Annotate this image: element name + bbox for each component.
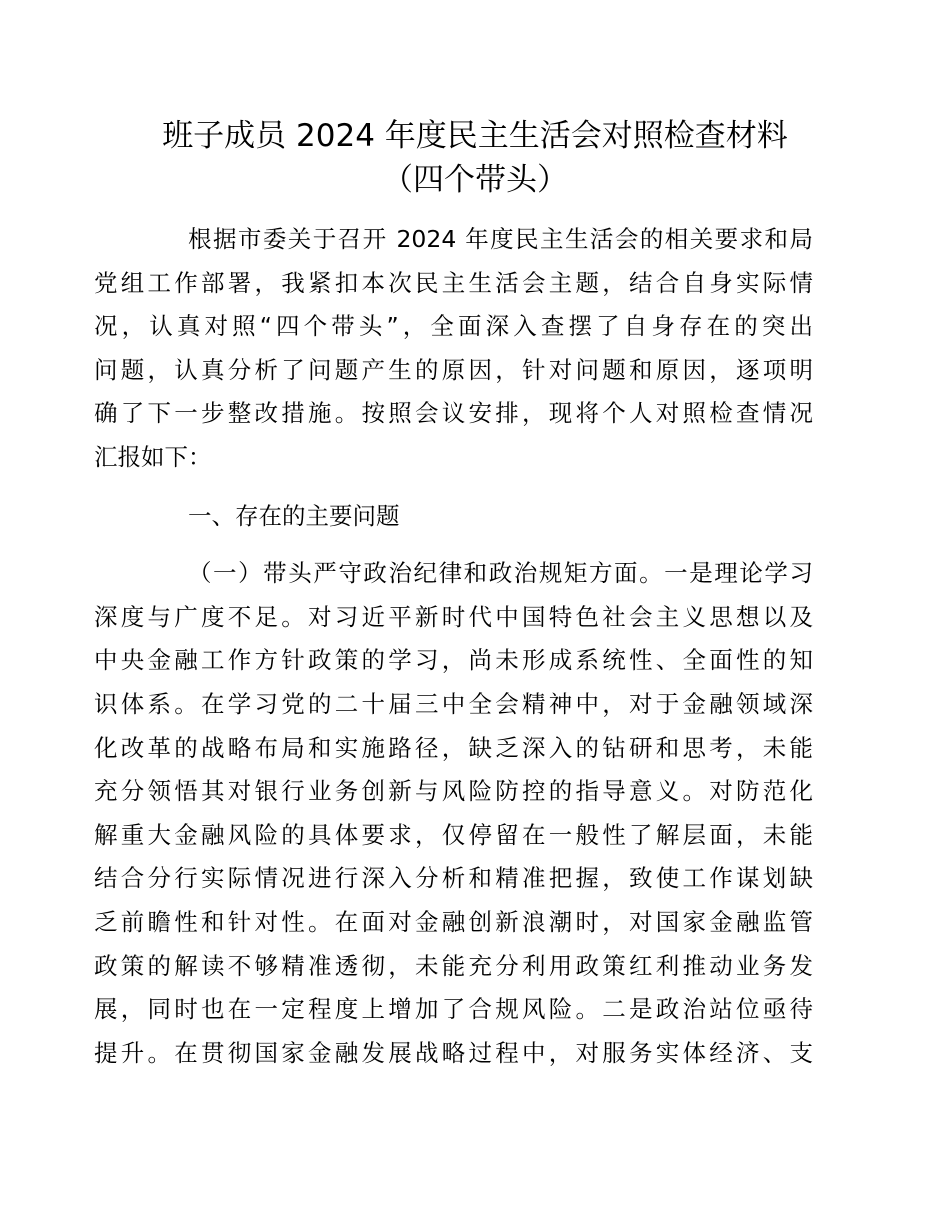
text-line: 充分领悟其对银行业务创新与风险防控的指导意义。对防范化 <box>94 777 813 806</box>
text-line: 汇报如下： <box>94 442 212 471</box>
text-line: 党组工作部署，我紧扣本次民主生活会主题，结合自身实际情 <box>94 268 813 297</box>
text-line: 况，认真对照“四个带头”，全面深入查摆了自身存在的突出 <box>94 312 813 341</box>
section-heading: 一、存在的主要问题 <box>188 501 400 530</box>
text-line: 问题，认真分析了问题产生的原因，针对问题和原因，逐项明 <box>94 355 813 384</box>
document-body <box>94 218 813 1075</box>
text-line: 识体系。在学习党的二十届三中全会精神中，对于金融领域深 <box>94 689 813 718</box>
subsection-paragraph <box>94 552 813 1075</box>
text-line: 确了下一步整改措施。按照会议安排，现将个人对照检查情况 <box>94 399 813 428</box>
text-line: （一）带头严守政治纪律和政治规矩方面。一是理论学习 <box>188 559 813 588</box>
text-line: 政策的解读不够精准透彻，未能充分利用政策红利推动业务发 <box>94 951 813 980</box>
text-line: 中央金融工作方针政策的学习，尚未形成系统性、全面性的知 <box>94 646 813 675</box>
document-subtitle: （四个带头） <box>382 162 568 198</box>
text-line: 解重大金融风险的具体要求，仅停留在一般性了解层面，未能 <box>94 820 813 849</box>
document-title: 班子成员 2024 年度民主生活会对照检查材料 <box>162 118 788 154</box>
text-line: 结合分行实际情况进行深入分析和精准把握，致使工作谋划缺 <box>94 864 813 893</box>
text-line: 乏前瞻性和针对性。在面对金融创新浪潮时，对国家金融监管 <box>94 907 813 936</box>
text-line: 深度与广度不足。对习近平新时代中国特色社会主义思想以及 <box>94 602 813 631</box>
text-line: 提升。在贯彻国家金融发展战略过程中，对服务实体经济、支 <box>94 1038 813 1067</box>
intro-paragraph <box>94 218 813 480</box>
text-line: 化改革的战略布局和实施路径，缺乏深入的钻研和思考，未能 <box>94 733 813 762</box>
text-line: 展，同时也在一定程度上增加了合规风险。二是政治站位亟待 <box>94 995 813 1024</box>
text-line: 根据市委关于召开 2024 年度民主生活会的相关要求和局 <box>188 225 813 253</box>
